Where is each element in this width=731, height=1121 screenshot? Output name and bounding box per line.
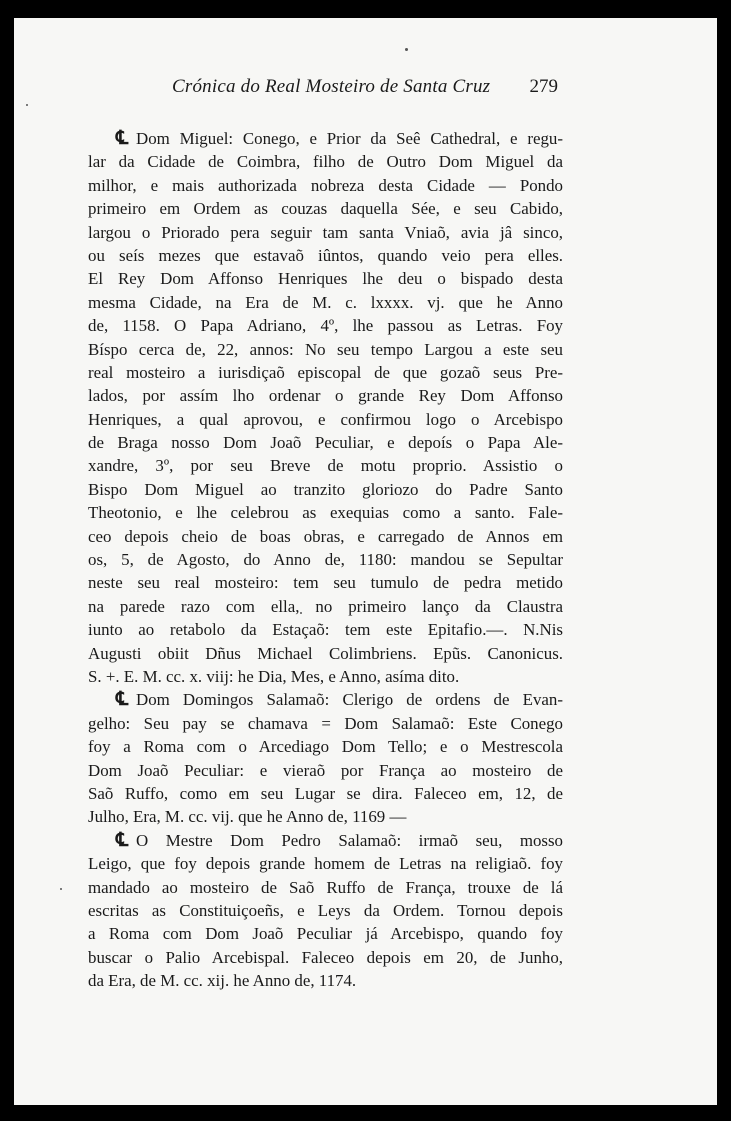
text-line: gelho: Seu pay se chamava = Dom Salamaõ: Este Conego [88,713,563,733]
text-line: iunto ao retabolo da Estaçaõ: tem este Epitafio.—. N.Nis [88,620,563,640]
text-line: mandado ao mosteiro de Saõ Ruffo de França, trouxe de lá [88,877,563,897]
text-line: na parede razo com ella, no primeiro lanço da Claustra [88,596,563,616]
text-line: Saõ Ruffo, como em seu Lugar se dira. Faleceo em, 12, de [88,783,563,803]
body-text [88,127,563,992]
text-line: O Mestre Dom Pedro Salamaõ: irmaõ seu, mosso [136,830,563,850]
scan-border-left [0,0,14,1121]
text-line: de, 1158. O Papa Adriano, 4º, lhe passou as Letras. Foy [88,316,563,336]
running-head [88,76,558,102]
text-line: Leigo, que foy depois grande homem de Letras na religiaõ. foy [88,854,563,874]
paragraph-2 [88,688,563,828]
text-line: os, 5, de Agosto, do Anno de, 1180: mandou se Sepultar [88,550,563,570]
text-line: largou o Priorado pera seguir tam santa Vniaõ, avia jâ sinco, [88,222,563,242]
text-line: ceo depois cheio de boas obras, e carregado de Annos em [88,526,563,546]
page-number: 279 [529,76,558,97]
text-line: real mosteiro a iurisdiçaõ episcopal de que gozaõ seus Pre- [88,362,563,382]
text-line: escritas as Constituiçoeñs, e Leys da Ordem. Tornou depois [88,900,563,920]
paragraph-mark-icon: ℄ [116,128,129,149]
running-title: Crónica do Real Mosteiro de Santa Cruz [172,76,491,97]
text-line: lar da Cidade de Coimbra, filho de Outro Dom Miguel da [88,152,563,172]
text-line: milhor, e mais authorizada nobreza desta Cidade — Pondo [88,175,563,195]
paragraph-3 [88,829,563,993]
scan-border-bottom [0,1105,731,1121]
text-line: buscar o Palio Arcebispal. Faleceo depois em 20, de Junho, [88,947,563,967]
text-line: Dom Domingos Salamaõ: Clerigo de ordens de Evan- [136,690,563,710]
paragraph-mark-icon: ℄ [116,829,129,851]
text-line: mesma Cidade, na Era de M. c. lxxxx. vj. que he Anno [88,292,563,312]
text-line: a Roma com Dom Joaõ Peculiar já Arcebispo, quando foy [88,924,563,944]
text-line: Dom Joaõ Peculiar: e vieraõ por França ao mosteiro de [88,760,563,780]
text-line: S. +. E. M. cc. x. viij: he Dia, Mes, e Anno, asíma dito. [88,666,460,686]
scan-border-right [717,0,731,1121]
text-line: Bispo Dom Miguel ao tranzito gloriozo do Padre Santo [88,479,563,499]
text-line: Julho, Era, M. cc. vij. que he Anno de, 1169 — [88,807,407,827]
text-line: lados, por assím lho ordenar o grande Rey Dom Affonso [88,386,563,406]
text-line: neste seu real mosteiro: tem seu tumulo de pedra metido [88,573,563,593]
text-line: Bíspo cerca de, 22, annos: No seu tempo Largou a este seu [88,339,563,359]
text-line: xandre, 3º, por seu Breve de motu proprio. Assistio o [88,456,563,476]
text-line: El Rey Dom Affonso Henriques lhe deu o bispado desta [88,269,563,289]
paragraph-1 [88,127,563,688]
text-line: de Braga nosso Dom Joaõ Peculiar, e depoís o Papa Ale- [88,433,563,453]
text-line: primeiro em Ordem as couzas daquella Sée, e seu Cabido, [88,199,563,219]
text-line: Theotonio, e lhe celebrou as exequias como a santo. Fale- [88,503,563,523]
scan-border-top [0,0,731,18]
text-line: ou seís mezes que estavaõ iûntos, quando veio pera elles. [88,245,563,265]
text-line: da Era, de M. cc. xij. he Anno de, 1174. [88,971,357,991]
text-line: Dom Miguel: Conego, e Prior da Seê Cathedral, e regu- [136,129,563,148]
text-line: Augusti obiit Dñus Michael Colimbriens. Epũs. Canonicus. [88,643,563,663]
text-line: foy a Roma com o Arcediago Dom Tello; e o Mestrescola [88,737,563,757]
paragraph-mark-icon: ℄ [116,689,129,711]
text-line: Henriques, a qual aprovou, e confirmou logo o Arcebispo [88,409,563,429]
